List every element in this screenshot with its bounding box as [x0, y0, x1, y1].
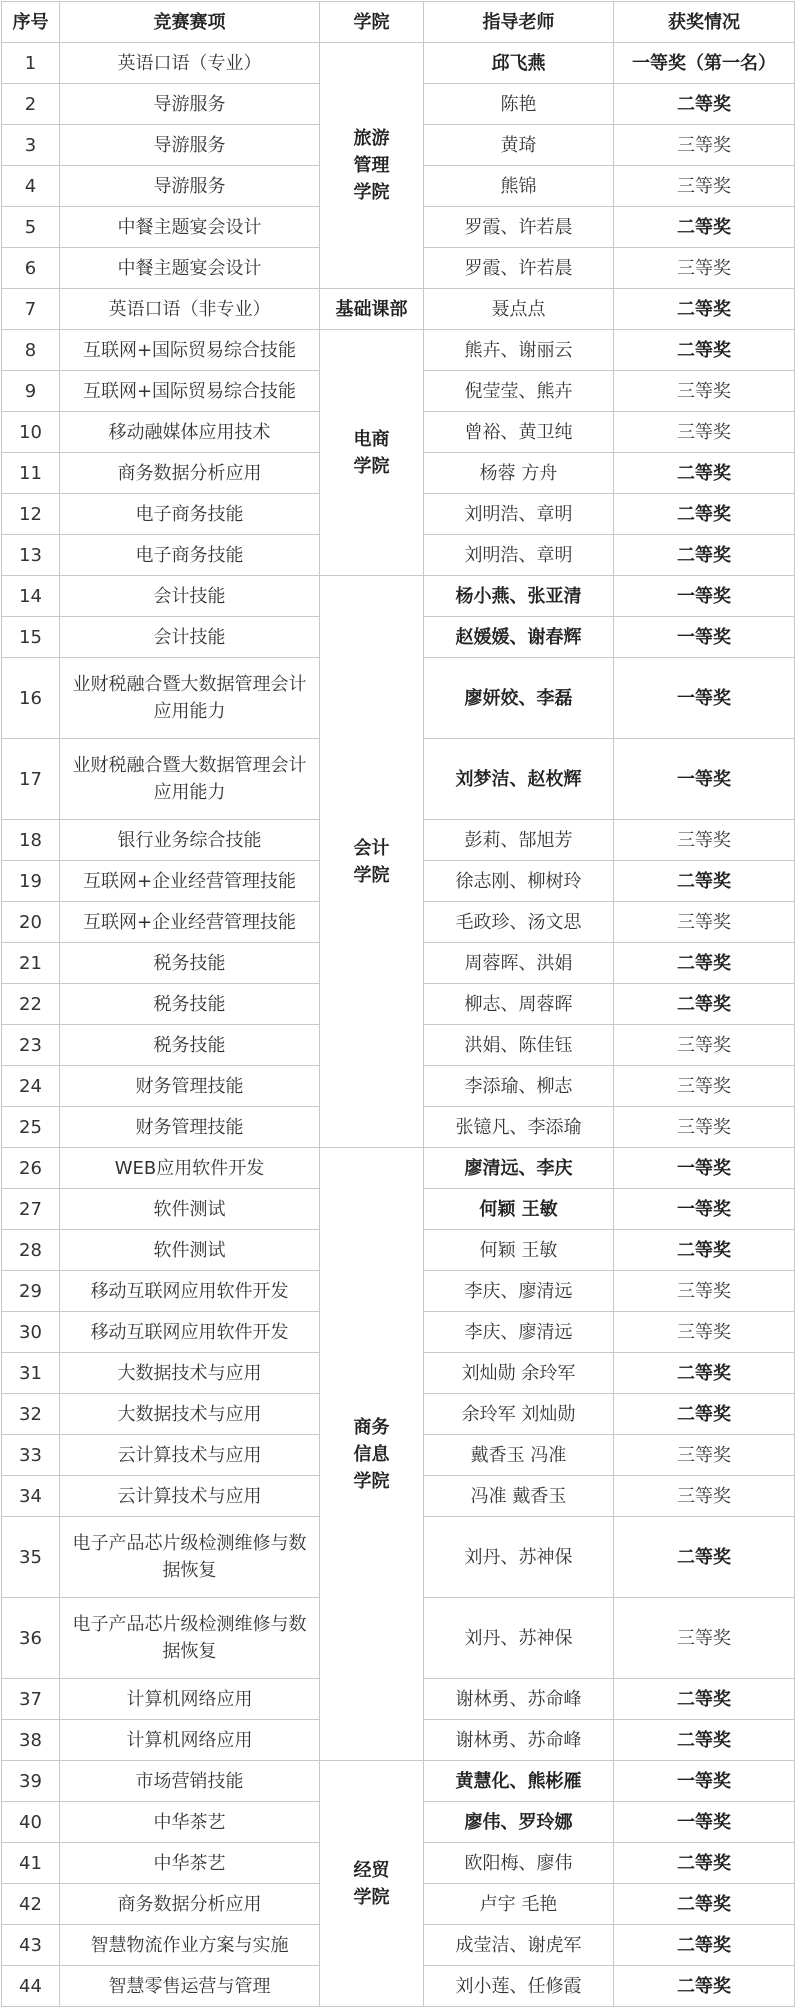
teacher-names: 卢宇 毛艳 [424, 1884, 614, 1925]
award-result: 三等奖 [614, 1435, 795, 1476]
table-row [2, 289, 795, 330]
teacher-names: 黄慧化、熊彬雁 [424, 1761, 614, 1802]
event-name: 导游服务 [60, 166, 320, 207]
teacher-names: 戴香玉 冯准 [424, 1435, 614, 1476]
row-number: 30 [2, 1312, 60, 1353]
row-number: 41 [2, 1843, 60, 1884]
award-result: 二等奖 [614, 1966, 795, 2007]
college-name: 电商 学院 [320, 330, 424, 576]
row-number: 13 [2, 535, 60, 576]
teacher-names: 熊卉、谢丽云 [424, 330, 614, 371]
event-name: 智慧零售运营与管理 [60, 1966, 320, 2007]
row-number: 28 [2, 1230, 60, 1271]
row-number: 9 [2, 371, 60, 412]
award-result: 一等奖 [614, 576, 795, 617]
event-name: 电子产品芯片级检测维修与数据恢复 [60, 1598, 320, 1679]
award-result: 三等奖 [614, 371, 795, 412]
award-result: 三等奖 [614, 902, 795, 943]
table-header [2, 2, 795, 43]
table-row [2, 576, 795, 617]
award-result: 三等奖 [614, 820, 795, 861]
row-number: 18 [2, 820, 60, 861]
award-result: 一等奖 [614, 1761, 795, 1802]
event-name: 中华茶艺 [60, 1802, 320, 1843]
teacher-names: 刘丹、苏神保 [424, 1598, 614, 1679]
award-result: 一等奖（第一名） [614, 43, 795, 84]
event-name: 云计算技术与应用 [60, 1476, 320, 1517]
event-name: 电子商务技能 [60, 494, 320, 535]
row-number: 32 [2, 1394, 60, 1435]
teacher-names: 倪莹莹、熊卉 [424, 371, 614, 412]
award-result: 二等奖 [614, 1230, 795, 1271]
teacher-names: 周蓉晖、洪娟 [424, 943, 614, 984]
row-number: 4 [2, 166, 60, 207]
teacher-names: 廖清远、李庆 [424, 1148, 614, 1189]
event-name: 导游服务 [60, 125, 320, 166]
teacher-names: 杨小燕、张亚清 [424, 576, 614, 617]
row-number: 2 [2, 84, 60, 125]
event-name: 移动互联网应用软件开发 [60, 1271, 320, 1312]
row-number: 38 [2, 1720, 60, 1761]
award-result: 三等奖 [614, 166, 795, 207]
event-name: 中华茶艺 [60, 1843, 320, 1884]
teacher-names: 李庆、廖清远 [424, 1312, 614, 1353]
event-name: WEB应用软件开发 [60, 1148, 320, 1189]
event-name: 智慧物流作业方案与实施 [60, 1925, 320, 1966]
teacher-names: 何颖 王敏 [424, 1189, 614, 1230]
award-result: 二等奖 [614, 84, 795, 125]
teacher-names: 赵媛媛、谢春辉 [424, 617, 614, 658]
event-name: 税务技能 [60, 943, 320, 984]
award-result: 一等奖 [614, 1148, 795, 1189]
award-result: 二等奖 [614, 453, 795, 494]
teacher-names: 聂点点 [424, 289, 614, 330]
table-body [2, 43, 795, 2007]
award-result: 三等奖 [614, 1312, 795, 1353]
row-number: 14 [2, 576, 60, 617]
event-name: 互联网+国际贸易综合技能 [60, 330, 320, 371]
award-result: 一等奖 [614, 1189, 795, 1230]
award-result: 一等奖 [614, 1802, 795, 1843]
row-number: 11 [2, 453, 60, 494]
event-name: 电子商务技能 [60, 535, 320, 576]
row-number: 8 [2, 330, 60, 371]
row-number: 25 [2, 1107, 60, 1148]
award-result: 三等奖 [614, 248, 795, 289]
college-name: 商务 信息 学院 [320, 1148, 424, 1761]
event-name: 会计技能 [60, 576, 320, 617]
teacher-names: 陈艳 [424, 84, 614, 125]
header-event: 竞赛赛项 [60, 2, 320, 43]
teacher-names: 罗霞、许若晨 [424, 207, 614, 248]
event-name: 互联网+企业经营管理技能 [60, 902, 320, 943]
teacher-names: 冯准 戴香玉 [424, 1476, 614, 1517]
award-result: 一等奖 [614, 739, 795, 820]
award-result: 二等奖 [614, 1353, 795, 1394]
award-result: 二等奖 [614, 535, 795, 576]
event-name: 计算机网络应用 [60, 1720, 320, 1761]
college-name: 会计 学院 [320, 576, 424, 1148]
teacher-names: 杨蓉 方舟 [424, 453, 614, 494]
row-number: 21 [2, 943, 60, 984]
row-number: 42 [2, 1884, 60, 1925]
event-name: 电子产品芯片级检测维修与数据恢复 [60, 1517, 320, 1598]
award-result: 二等奖 [614, 330, 795, 371]
table-row [2, 1761, 795, 1802]
award-result: 一等奖 [614, 617, 795, 658]
event-name: 银行业务综合技能 [60, 820, 320, 861]
award-result: 三等奖 [614, 412, 795, 453]
award-result: 三等奖 [614, 1271, 795, 1312]
teacher-names: 余玲军 刘灿勋 [424, 1394, 614, 1435]
row-number: 19 [2, 861, 60, 902]
teacher-names: 何颖 王敏 [424, 1230, 614, 1271]
teacher-names: 罗霞、许若晨 [424, 248, 614, 289]
award-result: 二等奖 [614, 1720, 795, 1761]
row-number: 29 [2, 1271, 60, 1312]
event-name: 大数据技术与应用 [60, 1394, 320, 1435]
event-name: 计算机网络应用 [60, 1679, 320, 1720]
row-number: 15 [2, 617, 60, 658]
award-result: 二等奖 [614, 984, 795, 1025]
teacher-names: 黄琦 [424, 125, 614, 166]
teacher-names: 廖妍姣、李磊 [424, 658, 614, 739]
event-name: 导游服务 [60, 84, 320, 125]
college-name: 旅游 管理 学院 [320, 43, 424, 289]
event-name: 软件测试 [60, 1230, 320, 1271]
event-name: 英语口语（专业） [60, 43, 320, 84]
row-number: 40 [2, 1802, 60, 1843]
event-name: 互联网+企业经营管理技能 [60, 861, 320, 902]
header-number: 序号 [2, 2, 60, 43]
event-name: 大数据技术与应用 [60, 1353, 320, 1394]
row-number: 31 [2, 1353, 60, 1394]
event-name: 商务数据分析应用 [60, 453, 320, 494]
row-number: 3 [2, 125, 60, 166]
event-name: 会计技能 [60, 617, 320, 658]
award-result: 二等奖 [614, 289, 795, 330]
teacher-names: 李庆、廖清远 [424, 1271, 614, 1312]
teacher-names: 刘明浩、章明 [424, 535, 614, 576]
row-number: 43 [2, 1925, 60, 1966]
award-result: 二等奖 [614, 1925, 795, 1966]
row-number: 37 [2, 1679, 60, 1720]
row-number: 16 [2, 658, 60, 739]
event-name: 商务数据分析应用 [60, 1884, 320, 1925]
row-number: 26 [2, 1148, 60, 1189]
row-number: 39 [2, 1761, 60, 1802]
teacher-names: 刘梦洁、赵枚辉 [424, 739, 614, 820]
table-row [2, 43, 795, 84]
table-row [2, 1148, 795, 1189]
teacher-names: 张镱凡、李添瑜 [424, 1107, 614, 1148]
teacher-names: 曾裕、黄卫纯 [424, 412, 614, 453]
event-name: 市场营销技能 [60, 1761, 320, 1802]
teacher-names: 谢林勇、苏命峰 [424, 1720, 614, 1761]
teacher-names: 毛政珍、汤文思 [424, 902, 614, 943]
event-name: 移动融媒体应用技术 [60, 412, 320, 453]
teacher-names: 徐志刚、柳树玲 [424, 861, 614, 902]
teacher-names: 刘灿勋 余玲军 [424, 1353, 614, 1394]
award-result: 二等奖 [614, 1394, 795, 1435]
header-row [2, 2, 795, 43]
row-number: 36 [2, 1598, 60, 1679]
row-number: 24 [2, 1066, 60, 1107]
award-result: 二等奖 [614, 1884, 795, 1925]
row-number: 12 [2, 494, 60, 535]
award-result: 二等奖 [614, 1843, 795, 1884]
award-result: 三等奖 [614, 1476, 795, 1517]
award-result: 二等奖 [614, 494, 795, 535]
college-name: 经贸 学院 [320, 1761, 424, 2007]
award-result: 三等奖 [614, 125, 795, 166]
teacher-names: 邱飞燕 [424, 43, 614, 84]
row-number: 17 [2, 739, 60, 820]
teacher-names: 熊锦 [424, 166, 614, 207]
award-result: 二等奖 [614, 1679, 795, 1720]
row-number: 22 [2, 984, 60, 1025]
row-number: 1 [2, 43, 60, 84]
table-row [2, 330, 795, 371]
award-result: 三等奖 [614, 1107, 795, 1148]
award-result: 三等奖 [614, 1066, 795, 1107]
row-number: 5 [2, 207, 60, 248]
teacher-names: 成莹洁、谢虎军 [424, 1925, 614, 1966]
row-number: 6 [2, 248, 60, 289]
teacher-names: 刘明浩、章明 [424, 494, 614, 535]
teacher-names: 欧阳梅、廖伟 [424, 1843, 614, 1884]
row-number: 44 [2, 1966, 60, 2007]
teacher-names: 廖伟、罗玲娜 [424, 1802, 614, 1843]
event-name: 业财税融合暨大数据管理会计应用能力 [60, 739, 320, 820]
event-name: 业财税融合暨大数据管理会计应用能力 [60, 658, 320, 739]
teacher-names: 柳志、周蓉晖 [424, 984, 614, 1025]
award-result: 二等奖 [614, 861, 795, 902]
row-number: 27 [2, 1189, 60, 1230]
event-name: 软件测试 [60, 1189, 320, 1230]
event-name: 税务技能 [60, 984, 320, 1025]
row-number: 34 [2, 1476, 60, 1517]
event-name: 中餐主题宴会设计 [60, 207, 320, 248]
event-name: 财务管理技能 [60, 1107, 320, 1148]
event-name: 税务技能 [60, 1025, 320, 1066]
event-name: 中餐主题宴会设计 [60, 248, 320, 289]
award-result: 三等奖 [614, 1025, 795, 1066]
college-name: 基础课部 [320, 289, 424, 330]
row-number: 35 [2, 1517, 60, 1598]
header-award: 获奖情况 [614, 2, 795, 43]
award-result: 二等奖 [614, 207, 795, 248]
award-result: 三等奖 [614, 1598, 795, 1679]
award-result: 二等奖 [614, 943, 795, 984]
row-number: 20 [2, 902, 60, 943]
teacher-names: 谢林勇、苏命峰 [424, 1679, 614, 1720]
row-number: 23 [2, 1025, 60, 1066]
award-result: 一等奖 [614, 658, 795, 739]
header-teacher: 指导老师 [424, 2, 614, 43]
event-name: 财务管理技能 [60, 1066, 320, 1107]
row-number: 10 [2, 412, 60, 453]
teacher-names: 李添瑜、柳志 [424, 1066, 614, 1107]
teacher-names: 彭莉、郜旭芳 [424, 820, 614, 861]
event-name: 英语口语（非专业） [60, 289, 320, 330]
award-result: 二等奖 [614, 1517, 795, 1598]
header-college: 学院 [320, 2, 424, 43]
event-name: 互联网+国际贸易综合技能 [60, 371, 320, 412]
awards-table [1, 1, 795, 2007]
event-name: 云计算技术与应用 [60, 1435, 320, 1476]
teacher-names: 洪娟、陈佳钰 [424, 1025, 614, 1066]
row-number: 7 [2, 289, 60, 330]
row-number: 33 [2, 1435, 60, 1476]
teacher-names: 刘小莲、任修霞 [424, 1966, 614, 2007]
teacher-names: 刘丹、苏神保 [424, 1517, 614, 1598]
event-name: 移动互联网应用软件开发 [60, 1312, 320, 1353]
